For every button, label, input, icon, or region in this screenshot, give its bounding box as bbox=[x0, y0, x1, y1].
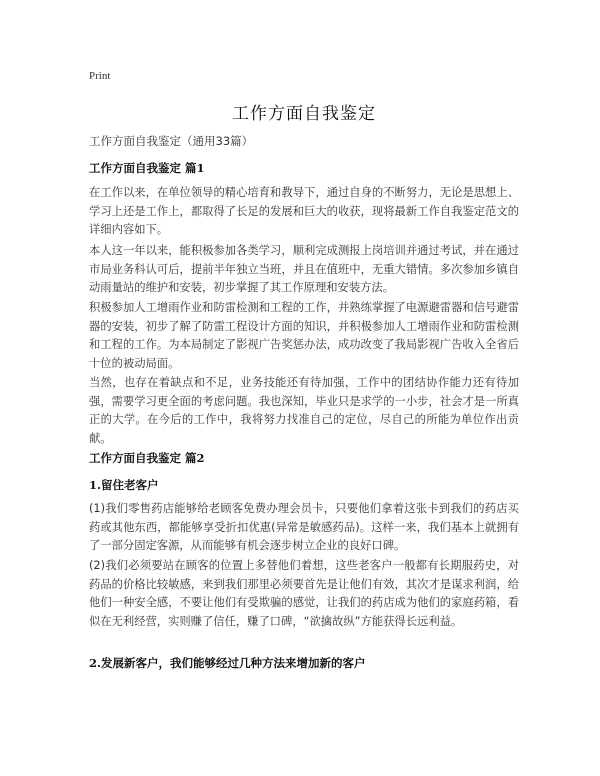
print-link[interactable]: Print bbox=[89, 70, 111, 82]
subheading-new-customers: 2.发展新客户，我们能够经过几种方法来增加新的客户 bbox=[89, 656, 366, 670]
section-heading-2: 工作方面自我鉴定 篇2 bbox=[89, 451, 205, 465]
document-subtitle: 工作方面自我鉴定（通用33篇） bbox=[89, 134, 254, 148]
section-heading-1: 工作方面自我鉴定 篇1 bbox=[89, 161, 205, 175]
paragraph: 当然，也存在着缺点和不足，业务技能还有待加强，工作中的团结协作能力还有待加强，需要学习更全面的考虑问题。我也深知，毕业只是求学的一小步，社会才是一所真正的大学。在今后的工作中，我将努力找准自己的定位，尽自己的所能为单位作出贡献。 bbox=[89, 376, 519, 445]
document-title: 工作方面自我鉴定 bbox=[232, 104, 376, 124]
paragraph: 本人这一年以来，能积极参加各类学习，顺利完成测报上岗培训并通过考试，并在通过市局业务科认可后，提前半年独立当班，并且在值班中，无重大错情。多次参加乡镇自动雨量站的维护和安装，初步掌握了其工作原理和安装方法。 bbox=[89, 244, 519, 294]
paragraph: (2)我们必须要站在顾客的位置上多替他们着想，这些老客户一般都有长期服药史，对药品的价格比较敏感，来到我们那里必须要首先是让他们有效，其次才是谋求利润，给他们一种安全感，不要让他们有受欺骗的感觉，让我们的药店成为他们的家庭药箱，看似在无利经营，实则赚了信任，赚了口碑，“欲擒故纵”方能获得长远利益。 bbox=[89, 559, 519, 628]
paragraph: 在工作以来，在单位领导的精心培育和教导下，通过自身的不断努力，无论是思想上、学习上还是工作上，都取得了长足的发展和巨大的收获，现将最新工作自我鉴定范文的详细内容如下。 bbox=[89, 186, 519, 236]
subheading-keep-customers: 1.留住老客户 bbox=[89, 478, 159, 492]
paragraph: 积极参加人工增雨作业和防雷检测和工程的工作，并熟练掌握了电源避雷器和信号避雷器的安装，初步了解了防雷工程设计方面的知识，并积极参加人工增雨作业和防雷检测和工程的工作。为本局制定了影视广告奖惩办法，成功改变了我局影视广告收入全省后十位的被动局面。 bbox=[89, 301, 519, 370]
paragraph: (1)我们零售药店能够给老顾客免费办理会员卡，只要他们拿着这张卡到我们的药店买药或其他东西，都能够享受折扣优惠(异常是敏感药品)。这样一来，我们基本上就拥有了一部分固定客源，从而能够有机会逐步树立企业的良好口碑。 bbox=[89, 502, 519, 552]
